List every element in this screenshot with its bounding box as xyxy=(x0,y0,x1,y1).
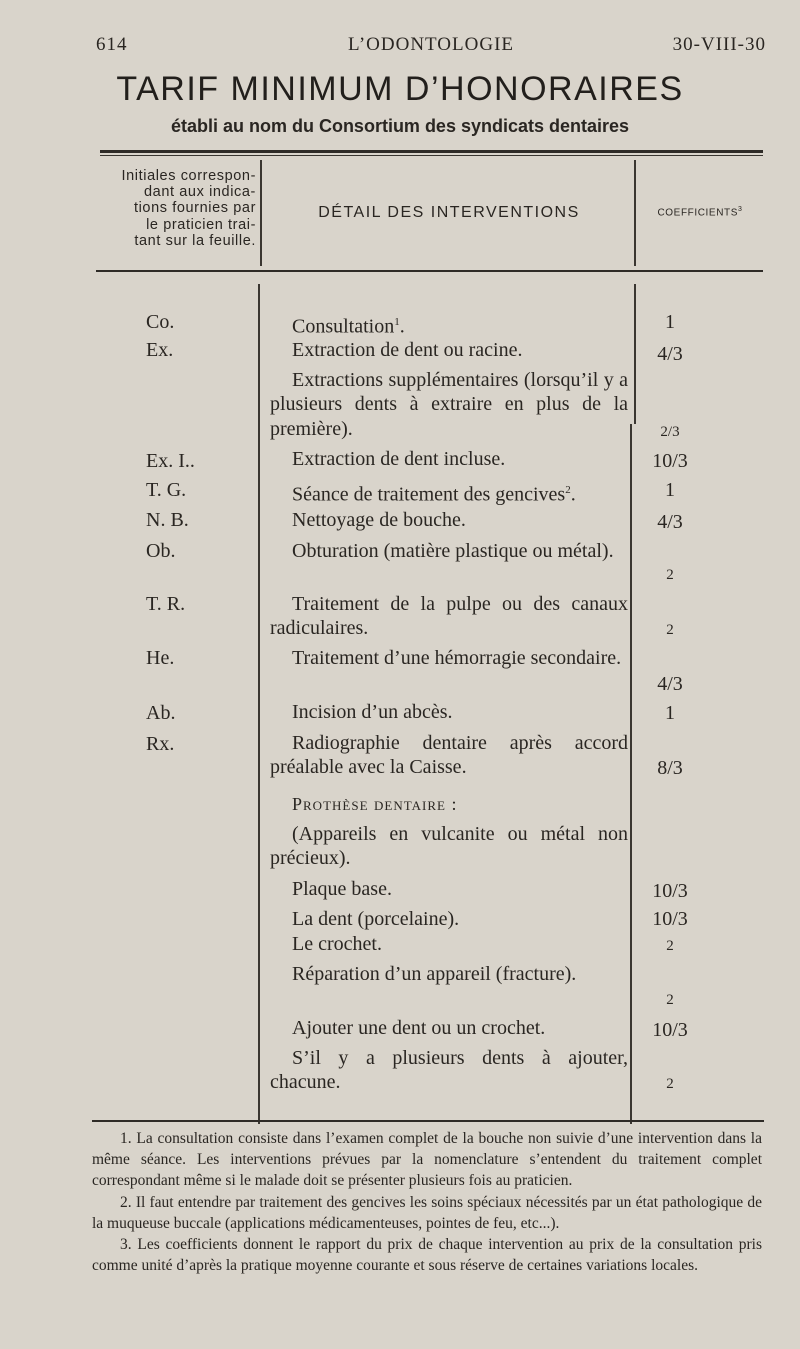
row-detail xyxy=(270,907,628,931)
row-coef: 10/3 xyxy=(652,450,688,472)
row-abbr: Co. xyxy=(146,311,175,333)
header-detail: DÉTAIL DES INTERVENTIONS xyxy=(318,204,580,221)
page-subtitle: établi au nom du Consortium des syndicats dentaires xyxy=(170,116,630,136)
body-divider-left xyxy=(258,284,260,1124)
row-coef: 2 xyxy=(666,1076,674,1092)
header-initials-line: tions fournies par xyxy=(133,200,256,217)
row-abbr: Rx. xyxy=(146,733,175,755)
row-detail xyxy=(270,508,628,532)
row-abbr: T. R. xyxy=(146,593,186,615)
table-bottom-rule xyxy=(92,1120,764,1122)
footnote-3: 3. Les coefficients donnent le rapport du prix de chaque intervention au prix de la consultation pris comme unité d’après la pratique moyenne courante et sous réserve de certaines variations locales. xyxy=(92,1236,762,1275)
row-detail xyxy=(270,478,628,507)
running-head xyxy=(96,34,766,58)
row-detail-text: Extraction de dent ou racine. xyxy=(292,339,523,361)
footnote-2: 2. Il faut entendre par traitement des gencives les soins spéciaux nécessités par un état pathologique de la muqueuse buccale (applications médicamenteuses, pointes de feu, etc...). xyxy=(92,1193,762,1232)
header-initials-line: tant sur la feuille. xyxy=(134,232,256,249)
row-coef: 2/3 xyxy=(660,424,680,440)
row-detail xyxy=(270,368,628,441)
row-detail xyxy=(270,338,628,362)
body-divider-right-lower xyxy=(630,424,632,1124)
row-detail-text: S’il y a plusieurs dents à ajouter, chacune. xyxy=(270,1047,628,1094)
header-initials-line: le praticien trai- xyxy=(146,216,256,233)
page-title: TARIF MINIMUM D’HONORAIRES xyxy=(116,70,684,108)
row-detail-text: Incision d’un abcès. xyxy=(292,701,453,723)
row-coef: 10/3 xyxy=(652,908,688,930)
prothese-intro xyxy=(270,822,628,871)
row-detail-text: Extractions supplémentaires (lorsqu’il y a plusieurs dents à extraire en plus de la première). xyxy=(270,369,628,440)
row-detail-text: Ajouter une dent ou un crochet. xyxy=(292,1017,546,1039)
row-detail xyxy=(270,1046,628,1095)
row-detail xyxy=(270,932,628,956)
row-coef: 1 xyxy=(665,311,675,333)
row-detail-text: Consultation xyxy=(292,315,395,338)
footnotes xyxy=(92,1128,762,1276)
footnote-ref-3: 3 xyxy=(738,206,743,213)
row-detail-text: Traitement de la pulpe ou des canaux radiculaires. xyxy=(270,593,628,640)
section-heading-text: Prothèse dentaire : xyxy=(292,794,458,814)
footnote-ref-1: 1 xyxy=(394,316,400,328)
prothese-intro-text: (Appareils en vulcanite ou métal non précieux). xyxy=(270,823,628,870)
row-coef: 2 xyxy=(666,622,674,638)
row-coef: 2 xyxy=(666,992,674,1008)
row-coef: 2 xyxy=(666,567,674,583)
row-detail-punct: . xyxy=(399,315,405,338)
row-coef: 10/3 xyxy=(652,1019,688,1041)
section-heading xyxy=(292,794,457,815)
header-initials-line: Initiales correspon- xyxy=(121,168,256,184)
row-coef: 4/3 xyxy=(657,673,683,695)
row-abbr: T. G. xyxy=(146,479,187,501)
row-detail xyxy=(270,877,628,901)
row-detail-text: Plaque base. xyxy=(292,878,392,900)
row-detail-text: Traitement d’une hémorragie secondaire. xyxy=(292,647,622,669)
row-detail xyxy=(270,310,628,339)
table-top-rule-thin xyxy=(100,155,763,156)
row-coef: 10/3 xyxy=(652,880,688,902)
journal-title: L’ODONTOLOGIE xyxy=(347,34,515,55)
row-coef: 1 xyxy=(665,479,675,501)
row-detail xyxy=(270,539,628,563)
row-abbr: N. B. xyxy=(146,509,189,531)
row-detail xyxy=(270,700,628,724)
row-detail xyxy=(270,646,628,670)
page-number: 614 xyxy=(96,34,128,55)
body-divider-right xyxy=(634,284,636,424)
row-detail-text: Réparation d’un appareil (fracture). xyxy=(292,963,577,985)
row-detail-text: Radiographie dentaire après accord préalable avec la Caisse. xyxy=(270,732,628,779)
row-detail xyxy=(270,962,628,986)
row-detail xyxy=(270,731,628,780)
row-detail xyxy=(270,1016,628,1040)
row-abbr: Ab. xyxy=(146,702,176,724)
row-abbr: Ex. I.. xyxy=(146,450,195,472)
row-abbr: He. xyxy=(146,647,175,669)
header-coefficients-label: COEFFICIENTS xyxy=(657,207,739,219)
footnote-1: 1. La consultation consiste dans l’examen complet de la bouche non suivie d’une intervention dans la même séance. Les interventions prévues par la nomenclature s’entendent du traitement complet correspondant même si le malade doit se présenter plusieurs fois au praticien. xyxy=(92,1130,762,1190)
row-detail-punct: . xyxy=(570,483,576,506)
row-coef: 2 xyxy=(666,938,674,954)
issue-date: 30-VIII-30 xyxy=(672,34,766,55)
header-divider-left xyxy=(260,160,262,266)
row-detail-text: Extraction de dent incluse. xyxy=(292,448,506,470)
header-initials-line: dant aux indica- xyxy=(144,184,256,201)
row-detail-text: La dent (porcelaine). xyxy=(292,908,460,930)
header-bottom-rule xyxy=(96,270,763,272)
row-detail-text: Nettoyage de bouche. xyxy=(292,509,466,531)
row-coef: 8/3 xyxy=(657,757,683,779)
header-divider-right xyxy=(634,160,636,266)
row-abbr: Ex. xyxy=(146,339,174,361)
row-detail-text: Le crochet. xyxy=(292,933,382,955)
header-coefficients xyxy=(638,206,762,218)
row-detail xyxy=(270,592,628,641)
row-coef: 1 xyxy=(665,702,675,724)
row-coef: 4/3 xyxy=(657,343,683,365)
footnote-ref-2: 2 xyxy=(565,484,571,496)
row-coef: 4/3 xyxy=(657,511,683,533)
header-initials xyxy=(96,168,256,249)
row-detail-text: Séance de traitement des gencives xyxy=(292,483,566,506)
row-detail-text: Obturation (matière plastique ou métal). xyxy=(292,540,614,562)
row-abbr: Ob. xyxy=(146,540,176,562)
row-detail xyxy=(270,447,628,471)
table-top-rule xyxy=(100,150,763,153)
